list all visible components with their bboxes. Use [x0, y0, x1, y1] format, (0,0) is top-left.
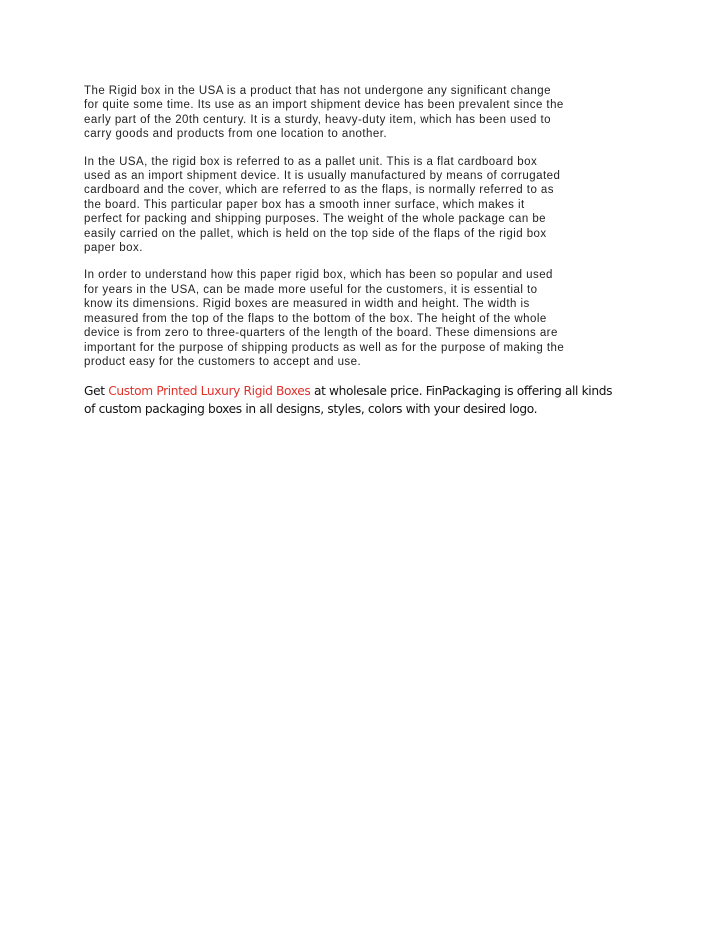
promo-callout	[84, 382, 636, 418]
promo-suffix: at wholesale price. FinPackaging is offering all kinds	[310, 384, 613, 399]
paragraph-pallet-unit: In the USA, the rigid box is referred to as a pallet unit. This is a flat cardboard box used as an import shipment device. It is usually manufactured by means of corrugated cardboard and the cover, which are referred to as the flaps, is normally referred to as the board. This particular paper box has a smooth inner surface, which makes it perfect for packing and shipping purposes. The weight of the whole package can be easily carried on the pallet, which is held on the top side of the flaps of the rigid box paper box.	[84, 155, 561, 255]
custom-rigid-boxes-link[interactable]: Custom Printed Luxury Rigid Boxes	[108, 384, 311, 399]
paragraph-rigid-box-history: The Rigid box in the USA is a product that has not undergone any significant change for quite some time. Its use as an import shipment device has been prevalent since the early part of the 20th century. It is a sturdy, heavy-duty item, which has been used to carry goods and products from one location to another.	[84, 85, 564, 141]
paragraph-dimensions: In order to understand how this paper rigid box, which has been so popular and used for years in the USA, can be made more useful for the customers, it is essential to know its dimensions. Rigid boxes are measured in width and height. The width is measured from the top of the flaps to the bottom of the box. The height of the whole device is from zero to three-quarters of the length of the board. These dimensions are important for the purpose of shipping products as well as for the purpose of making the product easy for the customers to accept and use.	[84, 269, 565, 368]
promo-prefix: Get	[84, 384, 109, 399]
promo-line-2: of custom packaging boxes in all designs, styles, colors with your desired logo.	[84, 402, 538, 417]
promo-line-1	[84, 382, 636, 400]
document-page	[84, 84, 636, 418]
